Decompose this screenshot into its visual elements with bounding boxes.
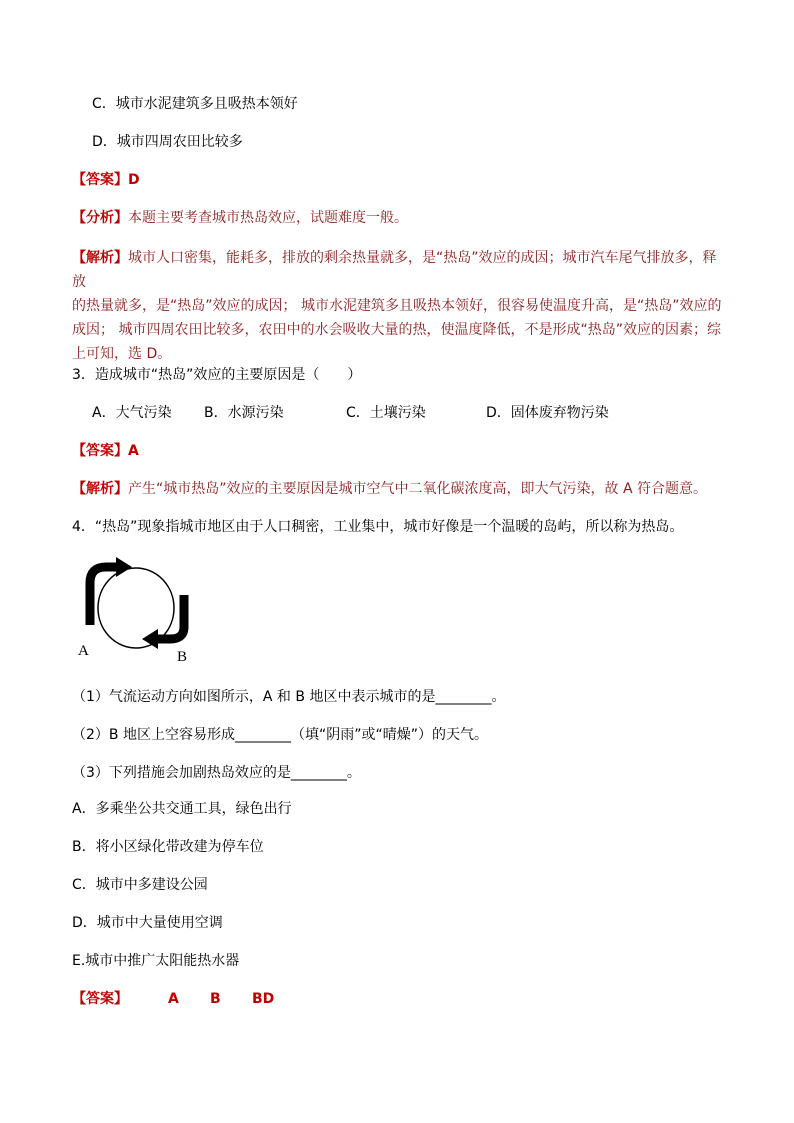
upper-arrowhead (116, 557, 132, 577)
q3-option-b: B．水源污染 (204, 405, 284, 421)
q4-option-d: D．城市中大量使用空调 (72, 915, 223, 931)
q4-option-e: E.城市中推广太阳能热水器 (72, 953, 240, 969)
explain-text: 产生“城市热岛”效应的主要原因是城市空气中二氧化碳浓度高，即大气污染，故 A 符合题意。 (128, 481, 707, 497)
answer-1: A (168, 991, 179, 1007)
answer-value: D (128, 172, 140, 188)
q4-answer (72, 989, 274, 1009)
q2-answer (72, 170, 140, 190)
explain-tag: 【解析】 (72, 250, 128, 266)
explain-line-1: 城市人口密集，能耗多，排放的剩余热量就多，是“热岛”效应的成因；城市汽车尾气排放多，释放 (72, 250, 717, 290)
q3-answer (72, 441, 139, 461)
q4-stem: 4．“热岛”现象指城市地区由于人口稠密，工业集中，城市好像是一个温暖的岛屿，所以称为热岛。 (72, 519, 684, 535)
q2-analysis (72, 208, 408, 228)
q4-sub1: （1）气流运动方向如图所示，A 和 B 地区中表示城市的是________。 (72, 689, 506, 705)
answer-tag: 【答案】 (72, 991, 128, 1007)
q4-option-c: C．城市中多建设公园 (72, 877, 208, 893)
q3-option-c: C．土壤污染 (346, 405, 426, 421)
answer-tag: 【答案】 (72, 172, 128, 188)
airflow-diagram (72, 555, 202, 670)
q4-option-b: B．将小区绿化带改建为停车位 (72, 839, 264, 855)
answer-3: BD (252, 991, 275, 1007)
q4-sub2: （2）B 地区上空容易形成________（填“阴雨”或“晴燥”）的天气。 (72, 727, 488, 743)
label-b: B (177, 649, 188, 665)
lower-flow-arrow (158, 595, 184, 639)
explain-line-3: 成因； 城市四周农田比较多，农田中的水会吸收大量的热，使温度降低，不是形成“热岛”效应的因素；综 (72, 322, 721, 338)
analysis-text: 本题主要考查城市热岛效应，试题难度一般。 (128, 210, 408, 226)
q2-explanation (72, 246, 722, 366)
q4-option-a: A．多乘坐公共交通工具，绿色出行 (72, 801, 292, 817)
explain-line-2: 的热量就多，是“热岛”效应的成因； 城市水泥建筑多且吸热本领好，很容易使温度升高，是“热岛”效应的 (72, 298, 722, 314)
answer-2: B (210, 991, 221, 1007)
q3-option-d: D．固体废弃物污染 (486, 405, 609, 421)
answer-tag: 【答案】 (72, 443, 128, 459)
explain-tag: 【解析】 (72, 481, 128, 497)
upper-flow-arrow (90, 567, 116, 625)
analysis-tag: 【分析】 (72, 210, 128, 226)
q3-stem: 3．造成城市“热岛”效应的主要原因是（ ） (72, 367, 362, 383)
option-d: D．城市四周农田比较多 (92, 134, 243, 150)
explain-line-4: 上可知，选 D。 (72, 346, 172, 362)
q3-option-a: A．大气污染 (92, 405, 172, 421)
q3-options (92, 403, 609, 423)
option-c: C．城市水泥建筑多且吸热本领好 (92, 96, 298, 112)
q3-explanation (72, 479, 707, 499)
label-a: A (78, 643, 89, 659)
answer-value: A (128, 443, 139, 459)
q4-sub3: （3）下列措施会加剧热岛效应的是________。 (72, 765, 361, 781)
